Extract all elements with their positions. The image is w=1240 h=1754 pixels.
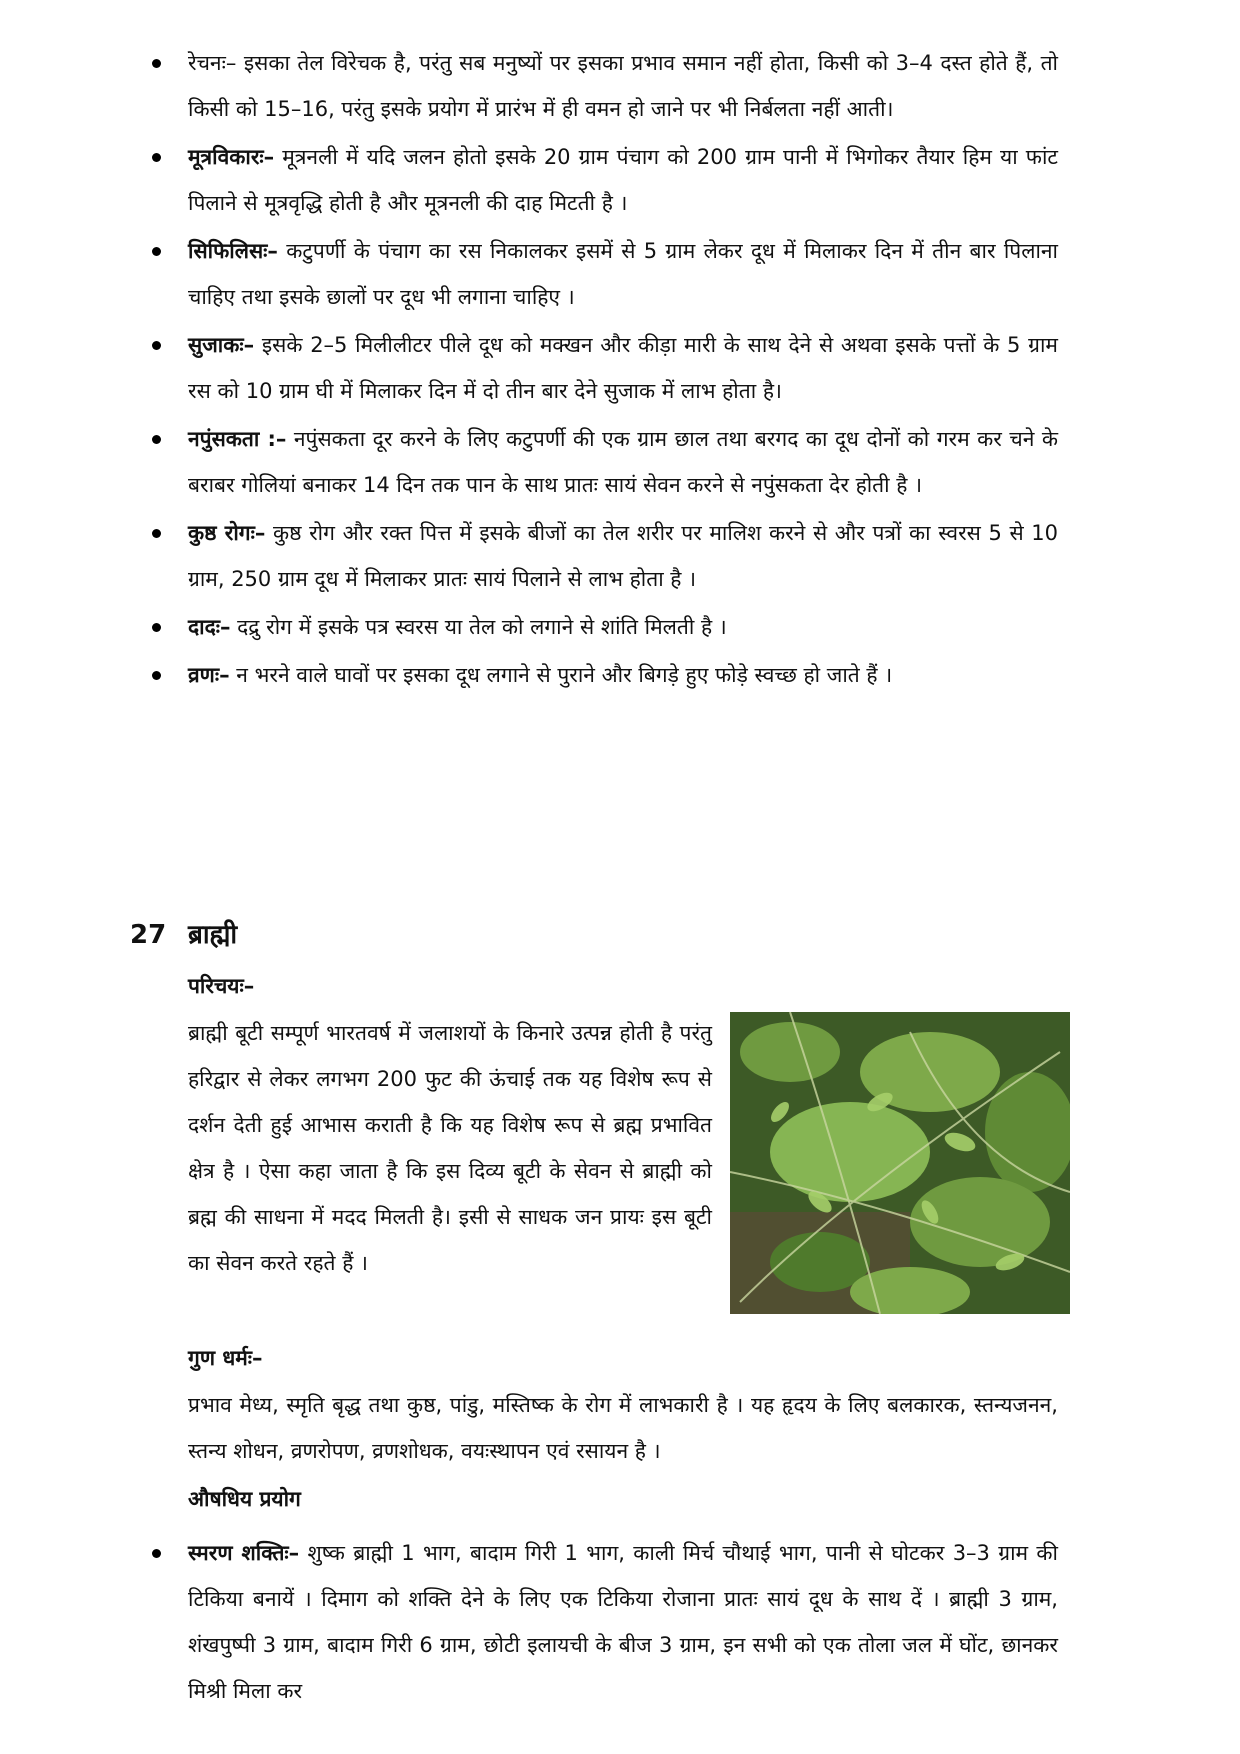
intro-text: ब्राह्मी बूटी सम्पूर्ण भारतवर्ष में जलाशयों के किनारे उत्पन्न होती है परंतु हरिद्वार से लेकर लगभग 200 फुट की ऊंचाई तक यह विशेष रूप से दर्शन देती हुई आभास कराती है कि यह विशेष रूप से ब्रह्म प्रभावित क्षेत्र है । ऐसा कहा जाता है कि इस दिव्य बूटी के सेवन से ब्राह्मी को ब्रह्म की साधना में मदद मिलती है। इसी से साधक जन प्रायः इस बूटी का सेवन करते रहते हैं । — [188, 1021, 712, 1275]
list-item — [0, 134, 1058, 226]
item-title: व्रणः– — [188, 663, 230, 687]
item-title: दादः– — [188, 615, 231, 639]
list-item — [0, 1530, 1058, 1714]
list-item — [0, 228, 1058, 320]
bullet-dot-icon — [152, 341, 161, 350]
properties-text: प्रभाव मेध्य, स्मृति बृद्ध तथा कुष्ठ, पांडु, मस्तिष्क के रोग में लाभकारी है । यह हृदय के लिए बलकारक, स्तन्यजनन, स्तन्य शोधन, व्रणरोपण, व्रणशोधक, वयःस्थापन एवं रसायन है । — [188, 1393, 1058, 1463]
brahmi-plant-photo — [730, 1012, 1070, 1314]
bullet-dot-icon — [152, 529, 161, 538]
intro-heading: परिचयः– — [188, 974, 255, 998]
bullet-dot-icon — [152, 59, 161, 68]
item-text: रेचनः– इसका तेल विरेचक है, परंतु सब मनुष्यों पर इसका प्रभाव समान नहीं होता, किसी को 3–4 दस्त होते हैं, तो किसी को 15–16, परंतु इसके प्रयोग में प्रारंभ में ही वमन हो जाने पर भी निर्बलता नहीं आती। — [188, 51, 1058, 121]
item-text: शुष्क ब्राह्मी 1 भाग, बादाम गिरी 1 भाग, काली मिर्च चौथाई भाग, पानी से घोटकर 3–3 ग्राम की टिकिया बनायें । दिमाग को शक्ति देने के लिए एक टिकिया रोजाना प्रातः सायं दूध के साथ दें । ब्राह्मी 3 ग्राम, शंखपुष्पी 3 ग्राम, बादाम गिरी 6 ग्राम, छोटी इलायची के बीज 3 ग्राम, इन सभी को एक तोला जल में घोंट, छानकर मिश्री मिला कर — [188, 1541, 1058, 1703]
list-item — [0, 604, 1058, 650]
list-item — [0, 40, 1058, 132]
bullet-dot-icon — [152, 671, 161, 680]
item-text: न भरने वाले घावों पर इसका दूध लगाने से पुराने और बिगड़े हुए फोड़े स्वच्छ हो जाते हैं । — [229, 663, 893, 687]
item-title: सिफिलिसः– — [188, 239, 278, 263]
bullet-dot-icon — [152, 153, 161, 162]
item-text: नपुंसकता दूर करने के लिए कटुपर्णी की एक ग्राम छाल तथा बरगद का दूध दोनों को गरम कर चने के बराबर गोलियां बनाकर 14 दिन तक पान के साथ प्रातः सायं सेवन करने से नपुंसकता देर होती है । — [188, 427, 1059, 497]
item-text: इसके 2–5 मिलीलीटर पीले दूध को मक्खन और कीड़ा मारी के साथ देने से अथवा इसके पत्तों के 5 ग्राम रस को 10 ग्राम घी में मिलाकर दिन में दो तीन बार देने सुजाक में लाभ होता है। — [188, 333, 1058, 403]
uses-bullet-list — [0, 40, 1240, 698]
list-item — [0, 322, 1058, 414]
item-title: कुष्ठ रोगः– — [188, 521, 266, 545]
section-heading — [130, 910, 730, 960]
item-title: नपुंसकता :– — [188, 427, 287, 451]
usage-heading: औषधिय प्रयोग — [188, 1487, 301, 1511]
list-item — [0, 652, 1058, 698]
item-text: कुष्ठ रोग और रक्त पित्त में इसके बीजों का तेल शरीर पर मालिश करने से और पत्रों का स्वरस 5 से 10 ग्राम, 250 ग्राम दूध में मिलाकर प्रातः सायं पिलाने से लाभ होता है । — [188, 521, 1058, 591]
bullet-dot-icon — [152, 623, 161, 632]
item-title: स्मरण शक्तिः– — [188, 1541, 300, 1565]
section-number: 27 — [130, 920, 167, 950]
item-text: दद्रु रोग में इसके पत्र स्वरस या तेल को लगाने से शांति मिलती है । — [230, 615, 727, 639]
section-title: ब्राह्मी — [188, 920, 238, 950]
usage-bullet-list — [0, 1530, 1240, 1714]
list-item — [0, 510, 1058, 602]
item-text: मूत्रनली में यदि जलन होतो इसके 20 ग्राम पंचाग को 200 ग्राम पानी में भिगोकर तैयार हिम या फांट पिलाने से मूत्रवृद्धि होती है और मूत्रनली की दाह मिटती है । — [188, 145, 1058, 215]
item-title: मूत्रविकारः– — [188, 145, 275, 169]
bullet-dot-icon — [152, 435, 161, 444]
item-title: सुजाकः– — [188, 333, 255, 357]
list-item — [0, 416, 1058, 508]
item-text: कटुपर्णी के पंचाग का रस निकालकर इसमें से 5 ग्राम लेकर दूध में मिलाकर दिन में तीन बार पिलाना चाहिए तथा इसके छालों पर दूध भी लगाना चाहिए । — [188, 239, 1058, 309]
intro-block — [188, 1010, 1070, 1320]
properties-heading: गुण धर्मः– — [188, 1346, 263, 1370]
bullet-dot-icon — [152, 1549, 161, 1558]
bullet-dot-icon — [152, 247, 161, 256]
